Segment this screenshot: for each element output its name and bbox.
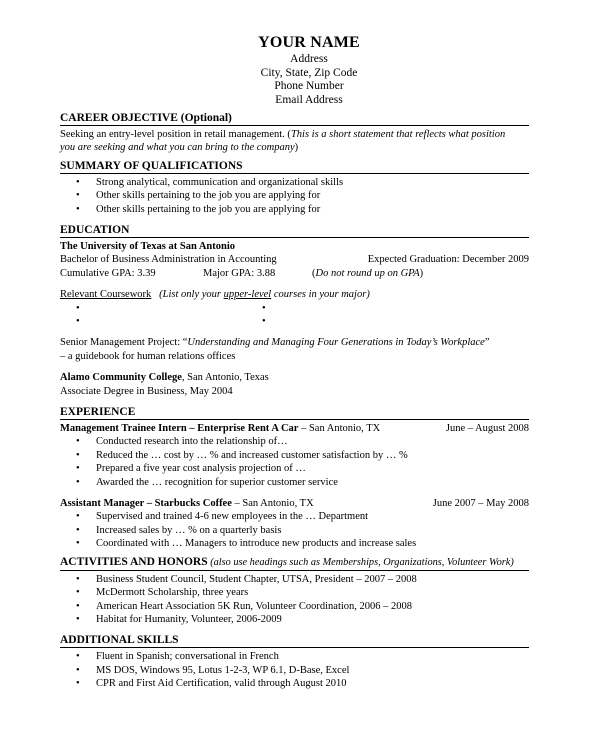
career-objective-heading: CAREER OBJECTIVE (Optional) — [60, 112, 529, 126]
list-item: • Other skills pertaining to the job you are applying for — [76, 190, 321, 202]
resume-body — [60, 112, 529, 691]
list-item: • Reduced the … cost by … % and increased customer satisfaction by … % — [76, 449, 408, 461]
phone-line: Phone Number — [274, 80, 344, 93]
list-item: • Strong analytical, communication and organizational skills — [76, 176, 344, 188]
degree-row — [60, 253, 529, 266]
list-item: • Other skills pertaining to the job you are applying for — [76, 203, 321, 215]
coursework-bullet: • — [262, 316, 266, 328]
candidate-name: YOUR NAME — [258, 34, 360, 51]
list-item: • Conducted research into the relationship of… — [76, 436, 288, 448]
job-duties-list — [60, 435, 529, 489]
gpa-note: (Do not round up on GPA) — [312, 267, 424, 279]
job-dates: June – August 2008 — [445, 423, 529, 435]
list-item: • Supervised and trained 4-6 new employees in the … Department — [76, 511, 369, 523]
email-line: Email Address — [275, 94, 343, 107]
coursework-label: Relevant Coursework — [60, 289, 152, 301]
list-item: • McDermott Scholarship, three years — [76, 587, 249, 599]
job-title: Assistant Manager – Starbucks Coffee — [60, 498, 232, 510]
list-item: • Habitat for Humanity, Volunteer, 2006-2009 — [76, 613, 282, 625]
skills-list — [60, 650, 529, 690]
expected-graduation: Expected Graduation: December 2009 — [367, 254, 529, 266]
second-school: Alamo Community College, San Antonio, Texas — [60, 372, 269, 384]
experience-heading: EXPERIENCE — [60, 406, 529, 420]
job-duties-list — [60, 510, 529, 550]
list-item: • Coordinated with … Managers to introduce new products and increase sales — [76, 538, 417, 550]
list-item: • Increased sales by … % on a quarterly basis — [76, 524, 282, 536]
list-item: • Awarded the … recognition for superior customer service — [76, 476, 338, 488]
list-item: • CPR and First Aid Certification, valid through August 2010 — [76, 678, 347, 690]
job-header: Assistant Manager – Starbucks Coffee – San Antonio, TX June 2007 – May 2008 — [60, 498, 529, 510]
city-state-zip-line: City, State, Zip Code — [260, 66, 358, 79]
job-header: Management Trainee Intern – Enterprise Rent A Car – San Antonio, TX June – August 2008 — [60, 423, 529, 435]
qualifications-list — [60, 176, 529, 216]
list-item: • Fluent in Spanish; conversational in French — [76, 651, 279, 663]
major-gpa: Major GPA: 3.88 — [203, 267, 276, 279]
coursework-bullet: • — [76, 316, 80, 328]
list-item: • MS DOS, Windows 95, Lotus 1-2-3, WP 6.1, D-Base, Excel — [76, 664, 350, 676]
coursework-line: Relevant Coursework (List only your upper-level courses in your major) — [60, 289, 370, 301]
skills-heading: ADDITIONAL SKILLS — [60, 634, 529, 648]
school-name: The University of Texas at San Antonio — [60, 241, 236, 253]
coursework-bullets — [60, 302, 529, 315]
activities-heading: ACTIVITIES AND HONORS (also use headings such as Memberships, Organizations, Volunteer Work) — [60, 556, 529, 571]
cumulative-gpa: Cumulative GPA: 3.39 — [60, 267, 156, 279]
activities-list — [60, 573, 529, 627]
coursework-bullet: • — [76, 302, 80, 314]
resume-header — [0, 33, 600, 108]
senior-project: Senior Management Project: “Understanding and Managing Four Generations in Today’s Workplace” – a guidebook for human relations offices — [60, 337, 490, 362]
coursework-bullets — [60, 315, 529, 328]
qualifications-heading: SUMMARY OF QUALIFICATIONS — [60, 160, 529, 174]
coursework-bullet: • — [262, 302, 266, 314]
job-dates: June 2007 – May 2008 — [432, 498, 529, 510]
list-item: • American Heart Association 5K Run, Volunteer Coordination, 2006 – 2008 — [76, 600, 413, 612]
education-heading: EDUCATION — [60, 224, 529, 238]
career-objective-text: Seeking an entry-level position in retail management. (This is a short statement that reflects what position you are seeking and what you can bring to the company) — [60, 129, 506, 154]
list-item: • Business Student Council, Student Chapter, UTSA, President – 2007 – 2008 — [76, 573, 417, 585]
second-degree: Associate Degree in Business, May 2004 — [60, 385, 233, 397]
job-title: Management Trainee Intern – Enterprise Rent A Car — [60, 423, 299, 435]
degree-name: Bachelor of Business Administration in Accounting — [60, 254, 277, 266]
address-line: Address — [290, 53, 328, 65]
gpa-row — [60, 267, 529, 280]
list-item: • Prepared a five year cost analysis projection of … — [76, 463, 306, 475]
